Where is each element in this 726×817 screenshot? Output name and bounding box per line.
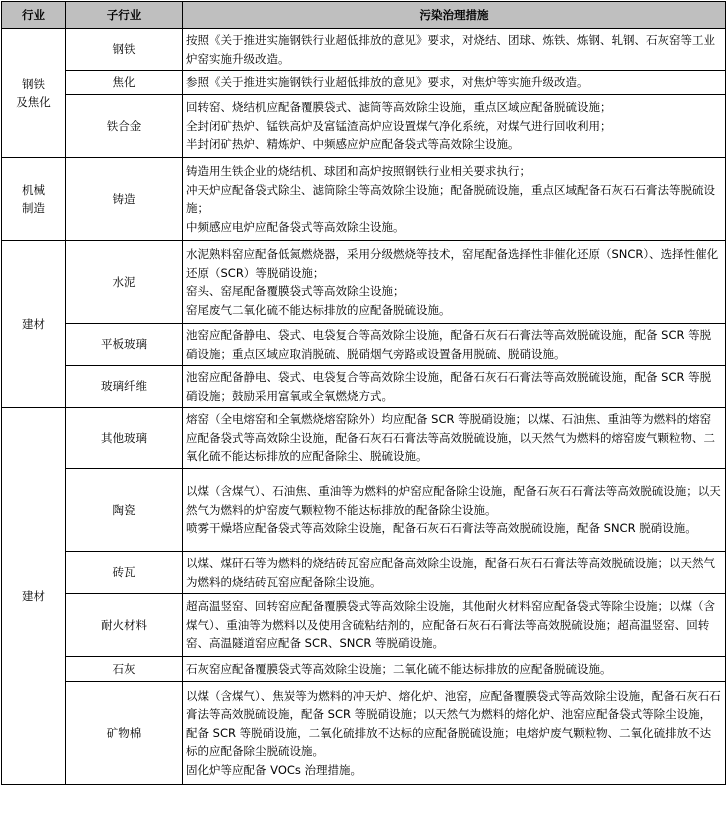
sub-industry-cell: 其他玻璃	[66, 408, 183, 469]
measure-line: 冲天炉应配备袋式除尘、滤筒除尘等高效除尘设施；配备脱硫设施，重点区域配备石灰石石膏法等脱硫设施；	[186, 182, 715, 215]
table-row	[2, 594, 726, 657]
table-row	[2, 324, 726, 366]
measure-line: 池窑应配备静电、袋式、电袋复合等高效除尘设施，配备石灰石石膏法等高效脱硫设施，配备 SCR 等脱硝设施；重点区域应取消脱硫、脱硝烟气旁路或设置备用脱硫、脱硝设施。	[186, 328, 712, 361]
measure-line: 以煤（含煤气）、石油焦、重油等为燃料的炉窑应配备除尘设施，配备石灰石石膏法等高效脱硫设施；以天然气为燃料的炉窑废气颗粒物不能达标排放的配备除尘设施。	[186, 484, 721, 517]
measures-cell	[183, 469, 726, 552]
measure-line: 熔窑（全电熔窑和全氧燃烧熔窑除外）均应配备 SCR 等脱硝设施；以煤、石油焦、重油等为燃料的熔窑应配备袋式等高效除尘设施，配备石灰石石膏法等高效脱硫设施，以天然气为燃料的熔窑废气颗粒物、二氧化硫不能达标排放的应配备除尘、脱硫设施。	[186, 412, 715, 464]
table-row	[2, 158, 726, 241]
table-row	[2, 241, 726, 324]
header-sub-industry: 子行业	[66, 2, 183, 29]
measures-cell	[183, 408, 726, 469]
industry-cell	[2, 29, 66, 158]
measure-line: 以煤、煤矸石等为燃料的烧结砖瓦窑应配备高效除尘设施，配备石灰石石膏法等高效脱硫设施；以天然气为燃料的烧结砖瓦窑应配备除尘设施。	[186, 556, 715, 589]
header-measures: 污染治理措施	[183, 2, 726, 29]
measure-line: 铸造用生铁企业的烧结机、球团和高炉按照钢铁行业相关要求执行；	[186, 164, 531, 178]
measure-line: 以煤（含煤气）、焦炭等为燃料的冲天炉、熔化炉、池窑，应配备覆膜袋式等高效除尘设施，配备石灰石石膏法等高效脱硫设施，配备 SCR 等脱硝设施；以天然气为燃料的熔化炉、池窑应配备袋式等除尘设施，配备 SCR 等脱硝设施，二氧化硫排放不达标的应配备脱硫设施；电熔炉废气颗粒物、二氧化硫排放不达标的应配备除尘脱硫设施。	[186, 688, 721, 759]
measures-cell	[183, 552, 726, 594]
measure-line: 半封闭矿热炉、精炼炉、中频感应炉应配备袋式等高效除尘设施。	[186, 137, 520, 152]
measures-cell	[183, 682, 726, 785]
pollution-control-table	[1, 1, 726, 785]
measure-line: 按照《关于推进实施钢铁行业超低排放的意见》要求，对烧结、团球、炼铁、炼钢、轧钢、石灰窑等工业炉窑实施升级改造。	[186, 33, 715, 66]
header-row	[2, 2, 726, 29]
sub-industry-cell: 平板玻璃	[66, 324, 183, 366]
sub-industry-cell: 水泥	[66, 241, 183, 324]
measures-cell	[183, 241, 726, 324]
measure-line: 窑尾废气二氧化硫不能达标排放的应配备脱硫设施。	[186, 302, 451, 317]
measures-cell	[183, 71, 726, 95]
industry-label: 机械 制造	[22, 182, 45, 215]
table-row	[2, 682, 726, 785]
measure-line: 石灰窑应配备覆膜袋式等高效除尘设施；二氧化硫不能达标排放的应配备脱硫设施。	[186, 661, 612, 676]
measure-line: 固化炉等应配备 VOCs 治理措施。	[186, 762, 363, 777]
table-row	[2, 469, 726, 552]
measure-line: 全封闭矿热炉、锰铁高炉及富锰渣高炉应设置煤气净化系统，对煤气进行回收利用；	[186, 118, 612, 133]
measure-line: 水泥熟料窑应配备低氮燃烧器，采用分级燃烧等技术，窑尾配备选择性非催化还原（SNCR）、选择性催化还原（SCR）等脱硝设施；	[186, 247, 719, 280]
measure-line: 中频感应电炉应配备袋式等高效除尘设施。	[186, 219, 405, 234]
industry-label: 钢铁 及焦化	[16, 76, 51, 109]
table-row	[2, 95, 726, 158]
table-row	[2, 29, 726, 71]
table-row	[2, 408, 726, 469]
measure-line: 喷雾干燥塔应配备袋式等高效除尘设施，配备石灰石石膏法等高效脱硫设施，配备 SNCR 脱硝设施。	[186, 521, 697, 536]
sub-industry-cell: 焦化	[66, 71, 183, 95]
measures-cell	[183, 324, 726, 366]
measure-line: 超高温竖窑、回转窑应配备覆膜袋式等高效除尘设施，其他耐火材料窑应配备袋式等除尘设施；以煤（含煤气）、重油等为燃料以及使用含硫粘结剂的，应配备石灰石石膏法等高效脱硫设施；超高温竖窑、回转窑、高温隧道窑应配备 SCR、SNCR 等脱硝设施。	[186, 599, 715, 651]
table-row	[2, 366, 726, 408]
header-industry: 行业	[2, 2, 66, 29]
sub-industry-cell: 砖瓦	[66, 552, 183, 594]
measures-cell	[183, 158, 726, 241]
sub-industry-cell: 铁合金	[66, 95, 183, 158]
sub-industry-cell: 陶瓷	[66, 469, 183, 552]
measures-cell	[183, 594, 726, 657]
sub-industry-cell: 钢铁	[66, 29, 183, 71]
sub-industry-cell: 耐火材料	[66, 594, 183, 657]
industry-cell: 建材	[2, 241, 66, 408]
sub-industry-cell: 玻璃纤维	[66, 366, 183, 408]
industry-cell: 建材	[2, 408, 66, 785]
measures-cell	[183, 29, 726, 71]
measure-line: 池窑应配备静电、袋式、电袋复合等高效除尘设施，配备石灰石石膏法等高效脱硫设施，配备 SCR 等脱硝设施；鼓励采用富氧或全氧燃烧方式。	[186, 370, 712, 403]
table-row	[2, 71, 726, 95]
measure-line: 回转窑、烧结机应配备覆膜袋式、滤筒等高效除尘设施，重点区域应配备脱硫设施；	[186, 100, 612, 115]
measure-line: 参照《关于推进实施钢铁行业超低排放的意见》要求，对焦炉等实施升级改造。	[186, 75, 589, 90]
sub-industry-cell: 铸造	[66, 158, 183, 241]
table-row	[2, 552, 726, 594]
table-row	[2, 657, 726, 682]
measures-cell	[183, 366, 726, 408]
sub-industry-cell: 石灰	[66, 657, 183, 682]
sub-industry-cell: 矿物棉	[66, 682, 183, 785]
industry-cell	[2, 158, 66, 241]
measures-cell	[183, 95, 726, 158]
measures-cell	[183, 657, 726, 682]
measure-line: 窑头、窑尾配备覆膜袋式等高效除尘设施；	[186, 284, 405, 298]
